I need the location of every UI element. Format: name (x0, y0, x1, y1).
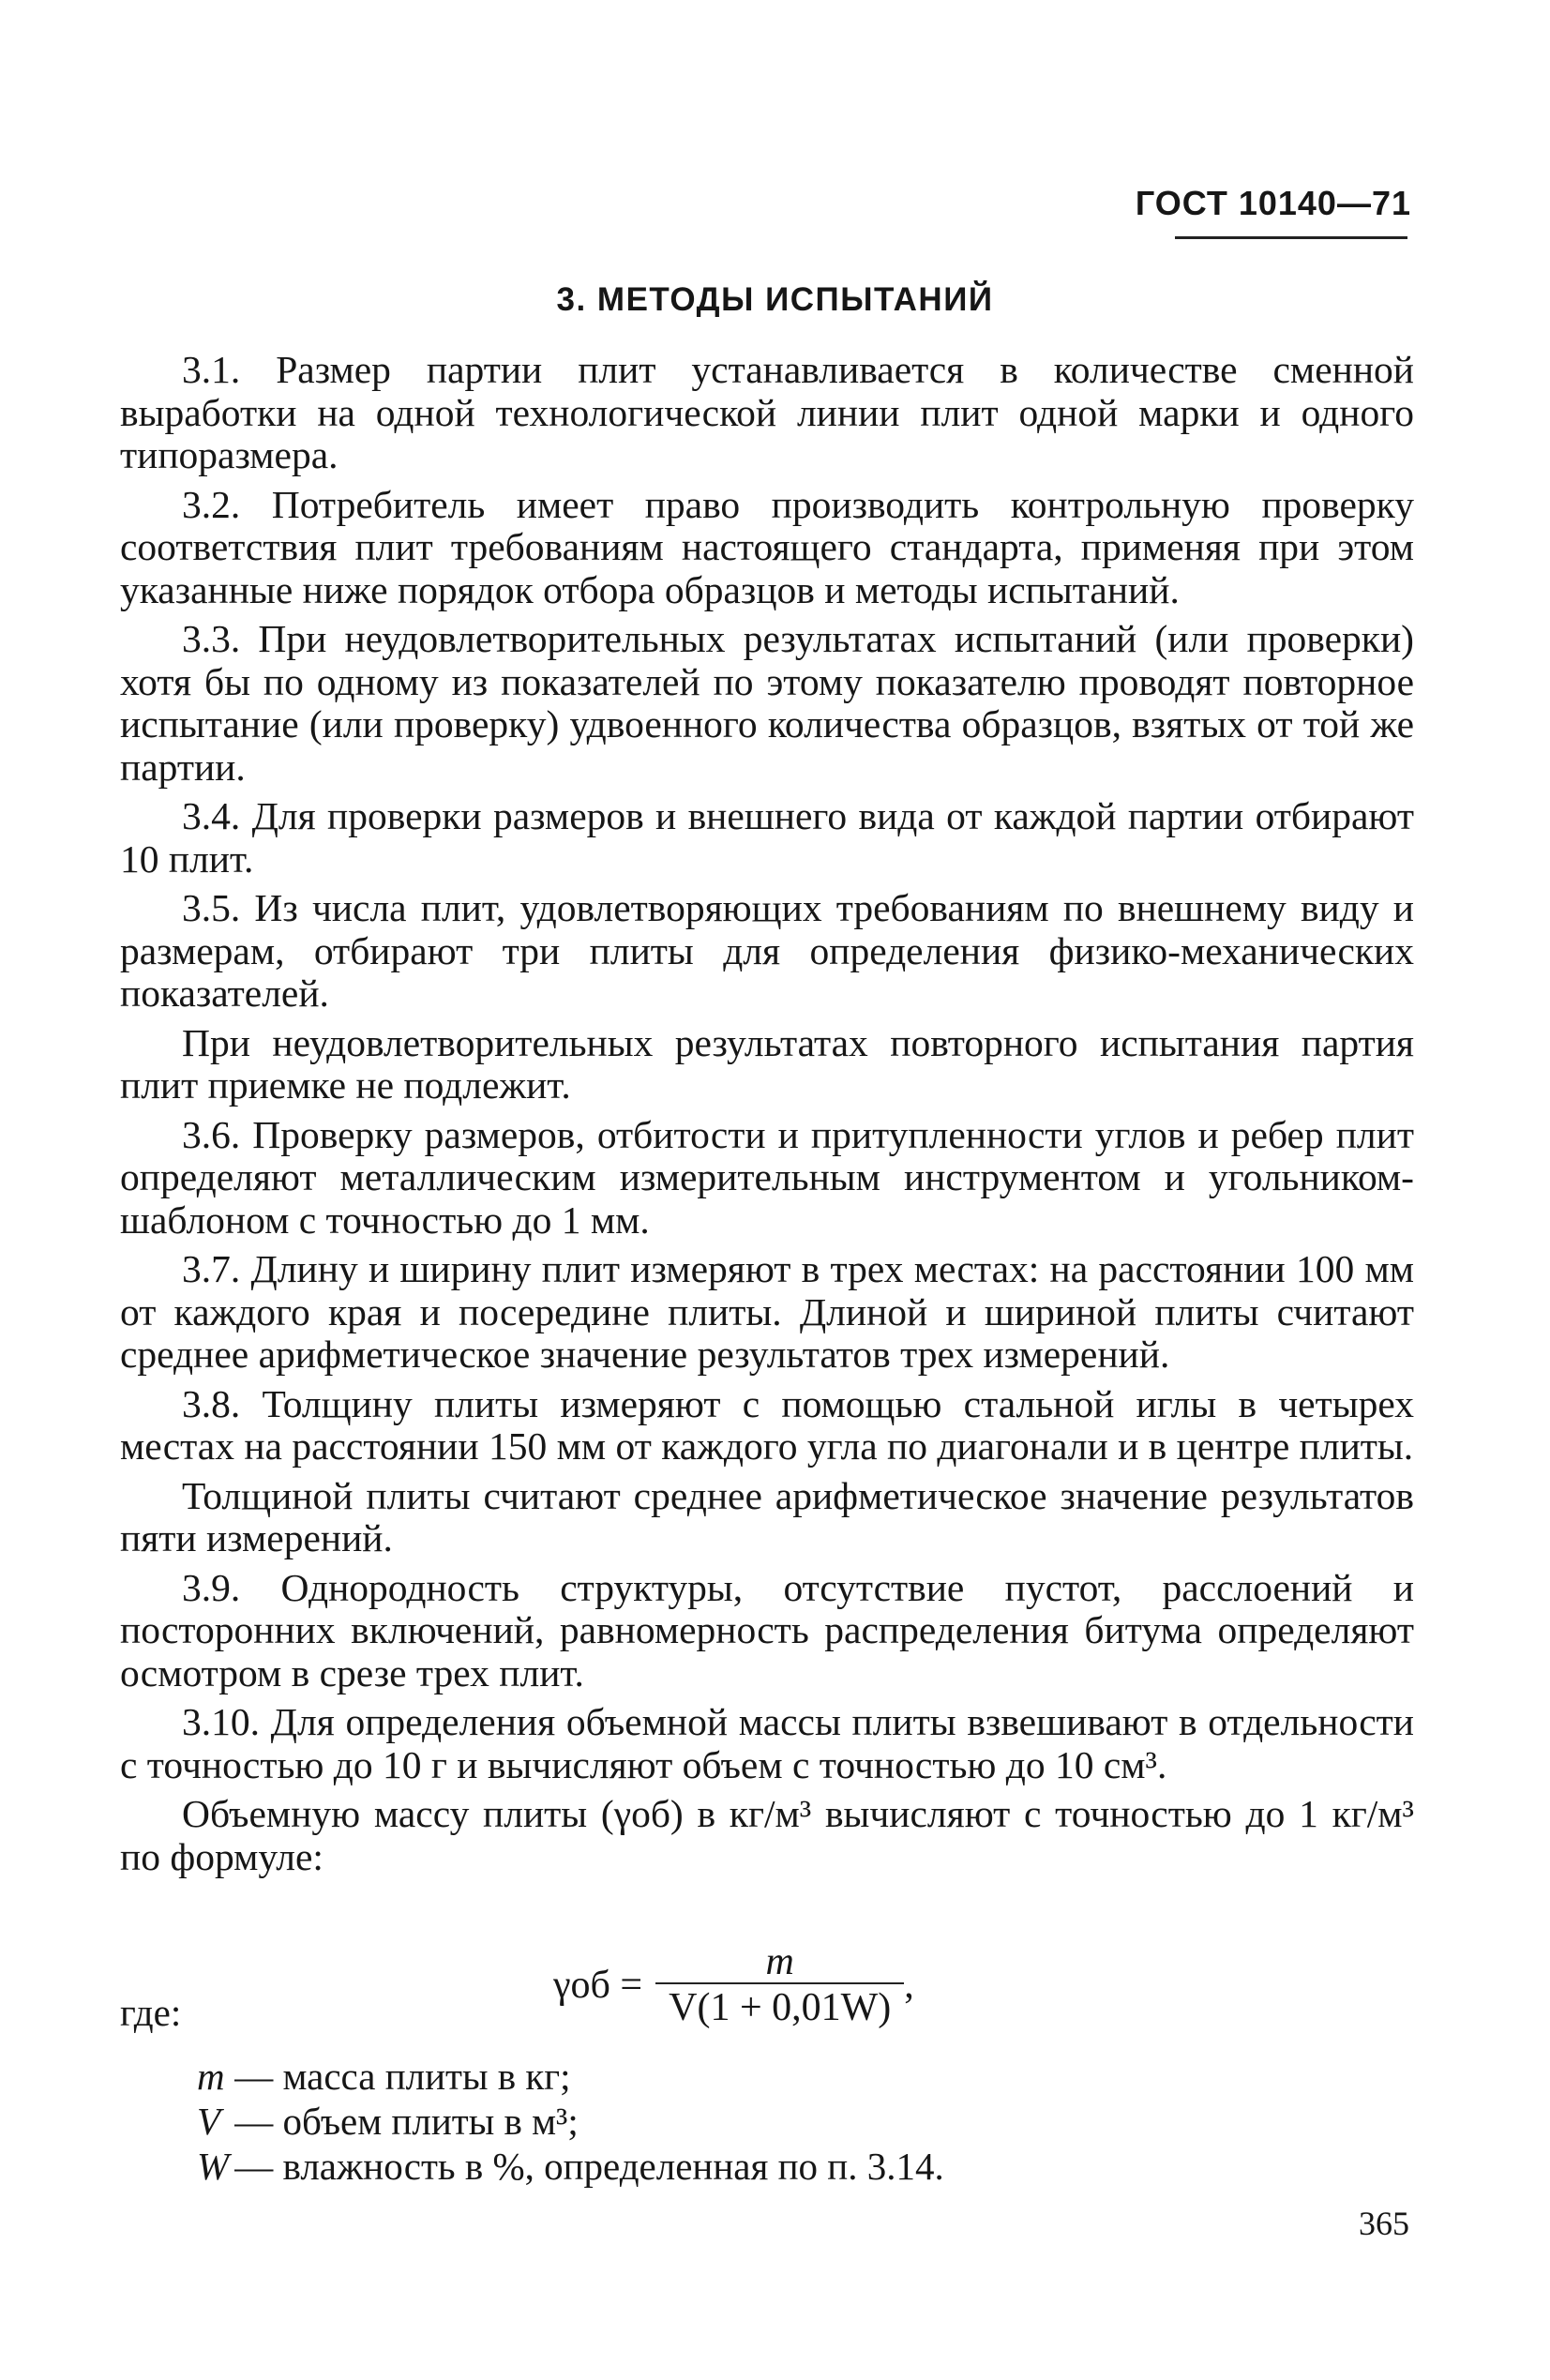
header-underline (1175, 236, 1407, 239)
paragraph-3-9: 3.9. Однородность структуры, отсутствие пустот, расслоений и посторонних включений, равномерность распределения битума определяют осмотром в срезе трех плит. (120, 1565, 1414, 1695)
paragraph-3-4: 3.4. Для проверки размеров и внешнего вида от каждой партии отбирают 10 плит. (120, 794, 1414, 881)
paragraph-3-10-formula-intro: Объемную массу плиты (γоб) в кг/м³ вычисляют с точностью до 1 кг/м³ по формуле: (120, 1792, 1414, 1878)
definition-symbol: m (197, 2055, 225, 2098)
definition-row (197, 2144, 944, 2189)
paragraph-3-5: 3.5. Из числа плит, удовлетворяющих требованиям по внешнему виду и размерам, отбирают три плиты для определения физико-механических показателей. (120, 886, 1414, 1015)
where-label: где: (120, 1991, 182, 2034)
formula-fraction (655, 1941, 904, 2029)
paragraph-3-10: 3.10. Для определения объемной массы плиты взвешивают в отдельности с точностью до 10 г и вычисляют объем с точностью до 10 см³. (120, 1700, 1414, 1786)
definition-row (197, 2099, 944, 2144)
variable-definitions (197, 2054, 944, 2189)
paragraph-3-1: 3.1. Размер партии плит устанавливается в количестве сменной выработки на одной технологической линии плит одной марки и одного типоразмера. (120, 348, 1414, 476)
definition-symbol: W (197, 2145, 230, 2188)
formula-tail: , (904, 1964, 914, 2007)
formula-numerator: m (765, 1940, 794, 1983)
paragraph-3-2: 3.2. Потребитель имеет право производить контрольную проверку соответствия плит требованиям настоящего стандарта, применяя при этом указанные ниже порядок отбора образцов и методы испытаний. (120, 482, 1414, 611)
definition-text: — объем плиты в м³; (234, 2100, 579, 2143)
page-number: 365 (1359, 2205, 1409, 2242)
document-body (120, 349, 1414, 1885)
paragraph-3-7: 3.7. Длину и ширину плит измеряют в трех местах: на расстоянии 100 мм от каждого края и посередине плиты. Длиной и шириной плиты считают среднее арифметическое значение результатов трех измерений. (120, 1247, 1414, 1376)
formula-lhs: γоб = (553, 1964, 643, 2007)
formula-denominator: V(1 + 0,01W) (655, 1982, 904, 2029)
paragraph-3-5-note: При неудовлетворительных результатах повторного испытания партия плит приемке не подлежит. (120, 1020, 1414, 1107)
paragraph-3-8-note: Толщиной плиты считают среднее арифметическое значение результатов пяти измерений. (120, 1473, 1414, 1559)
definition-text: — влажность в %, определенная по п. 3.14. (234, 2145, 944, 2188)
definition-row (197, 2054, 944, 2099)
section-title: 3. МЕТОДЫ ИСПЫТАНИЙ (556, 281, 994, 318)
paragraph-3-6: 3.6. Проверку размеров, отбитости и притупленности углов и ребер плит определяют металлическим измерительным инструментом и угольником-шаблоном с точностью до 1 мм. (120, 1112, 1414, 1242)
paragraph-3-3: 3.3. При неудовлетворительных результатах испытаний (или проверки) хотя бы по одному из показателей по этому показателю проводят повторное испытание (или проверку) удвоенного количества образцов, взятых от той же партии. (120, 617, 1414, 789)
density-formula (553, 1941, 914, 2029)
paragraph-3-8: 3.8. Толщину плиты измеряют с помощью стальной иглы в четырех местах на расстоянии 150 мм от каждого угла по диагонали и в центре плиты. (120, 1381, 1414, 1468)
definition-text: — масса плиты в кг; (234, 2055, 571, 2098)
standard-header: ГОСТ 10140—71 (1135, 184, 1411, 222)
definition-symbol: V (197, 2100, 221, 2143)
